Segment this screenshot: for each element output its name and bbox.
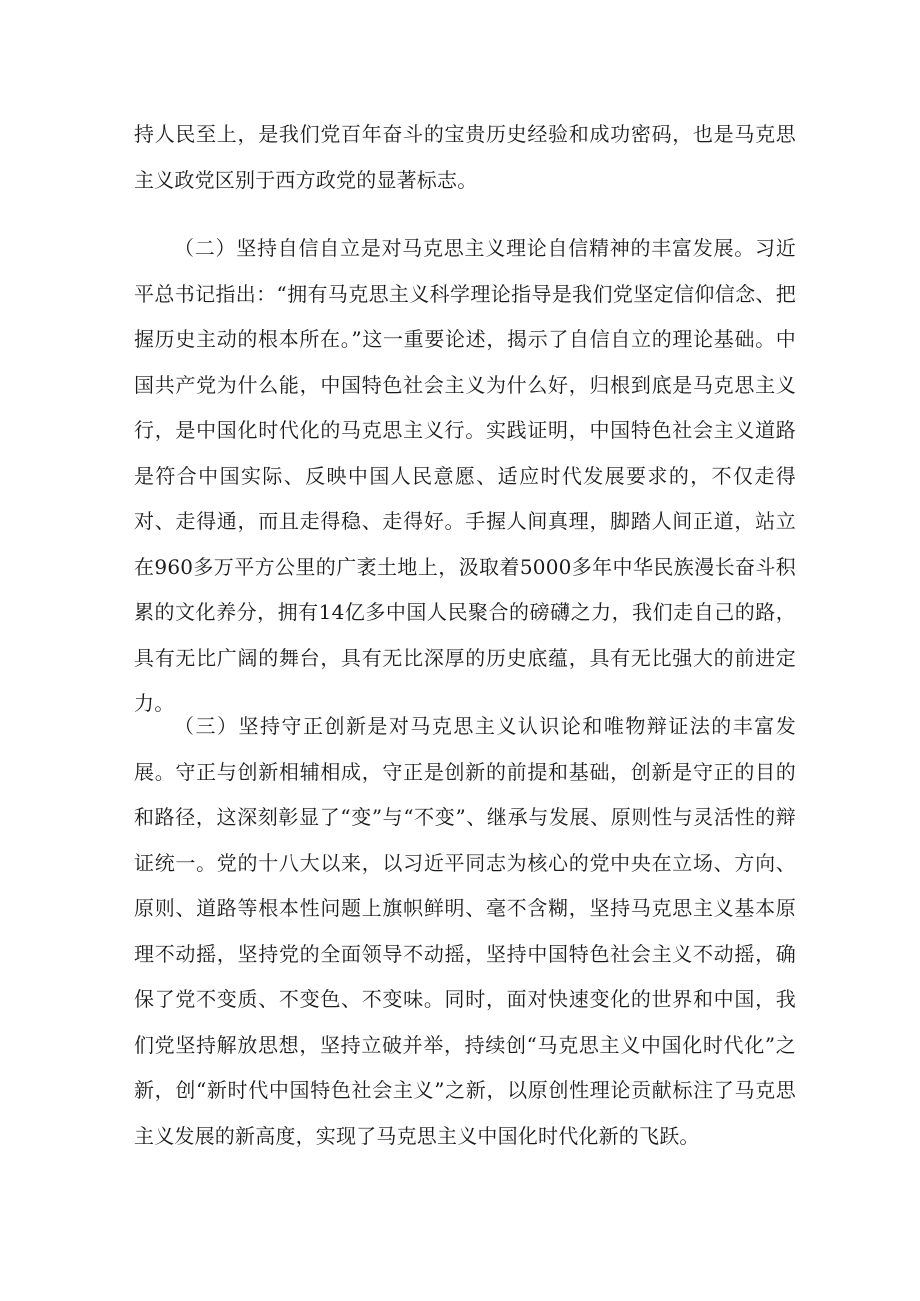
paragraph-innovation: （三）坚持守正创新是对马克思主义认识论和唯物辩证法的丰富发展。守正与创新相辅相成，守正是创新的前提和基础，创新是守正的目的和路径，这深刻彰显了“变”与“不变”、继承与发展、原则性与灵活性的辩证统一。党的十八大以来，以习近平同志为核心的党中央在立场、方向、原则、道路等根本性问题上旗帜鲜明、毫不含糊，坚持马克思主义基本原理不动摇，坚持党的全面领导不动摇，坚持中国特色社会主义不动摇，确保了党不变质、不变色、不变味。同时，面对快速变化的世界和中国，我们党坚持解放思想，坚持立破并举，持续创“马克思主义中国化时代化”之新，创“新时代中国特色社会主义”之新，以原创性理论贡献标注了马克思主义发展的新高度，实现了马克思主义中国化时代化新的飞跃。 bbox=[134, 714, 796, 1148]
paragraph-continuation: 持人民至上，是我们党百年奋斗的宝贵历史经验和成功密码，也是马克思主义政党区别于西方政党的显著标志。 bbox=[134, 122, 796, 192]
paragraph-self-confidence: （二）坚持自信自立是对马克思主义理论自信精神的丰富发展。习近平总书记指出：“拥有马克思主义科学理论指导是我们党坚定信仰信念、把握历史主动的根本所在。”这一重要论述，揭示了自信自立的理论基础。中国共产党为什么能，中国特色社会主义为什么好，归根到底是马克思主义行，是中国化时代化的马克思主义行。实践证明，中国特色社会主义道路是符合中国实际、反映中国人民意愿、适应时代发展要求的，不仅走得对、走得通，而且走得稳、走得好。手握人间真理，脚踏人间正道，站立在960多万平方公里的广袤土地上，汲取着5000多年中华民族漫长奋斗积累的文化养分，拥有14亿多中国人民聚合的磅礴之力，我们走自己的路，具有无比广阔的舞台，具有无比深厚的历史底蕴，具有无比强大的前进定力。 bbox=[134, 236, 796, 715]
